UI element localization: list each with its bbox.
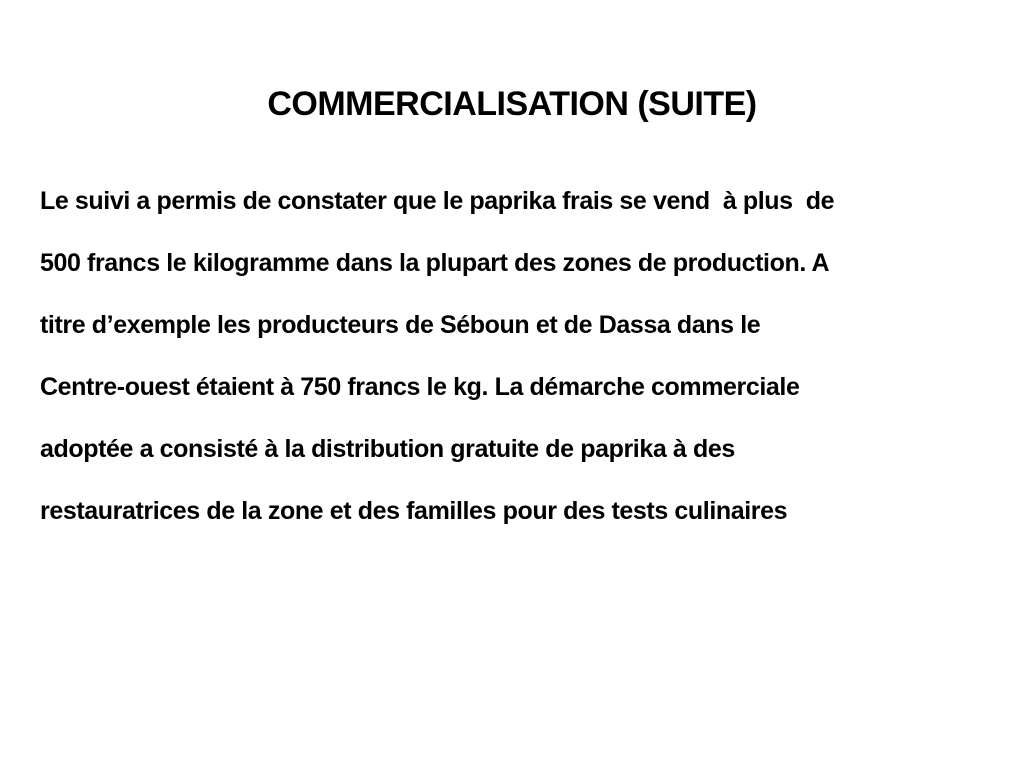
slide-title: COMMERCIALISATION (SUITE) <box>267 85 757 123</box>
body-line: Centre-ouest étaient à 750 francs le kg. La démarche commerciale <box>40 373 800 401</box>
body-line: titre d’exemple les producteurs de Séboun et de Dassa dans le <box>40 311 761 339</box>
body-line: adoptée a consisté à la distribution gratuite de paprika à des <box>40 435 735 463</box>
body-line: Le suivi a permis de constater que le paprika frais se vend à plus de <box>40 187 835 215</box>
slide-body-text <box>40 170 990 542</box>
body-line: 500 francs le kilogramme dans la plupart des zones de production. A <box>40 249 830 277</box>
body-line: restauratrices de la zone et des familles pour des tests culinaires <box>40 497 788 525</box>
